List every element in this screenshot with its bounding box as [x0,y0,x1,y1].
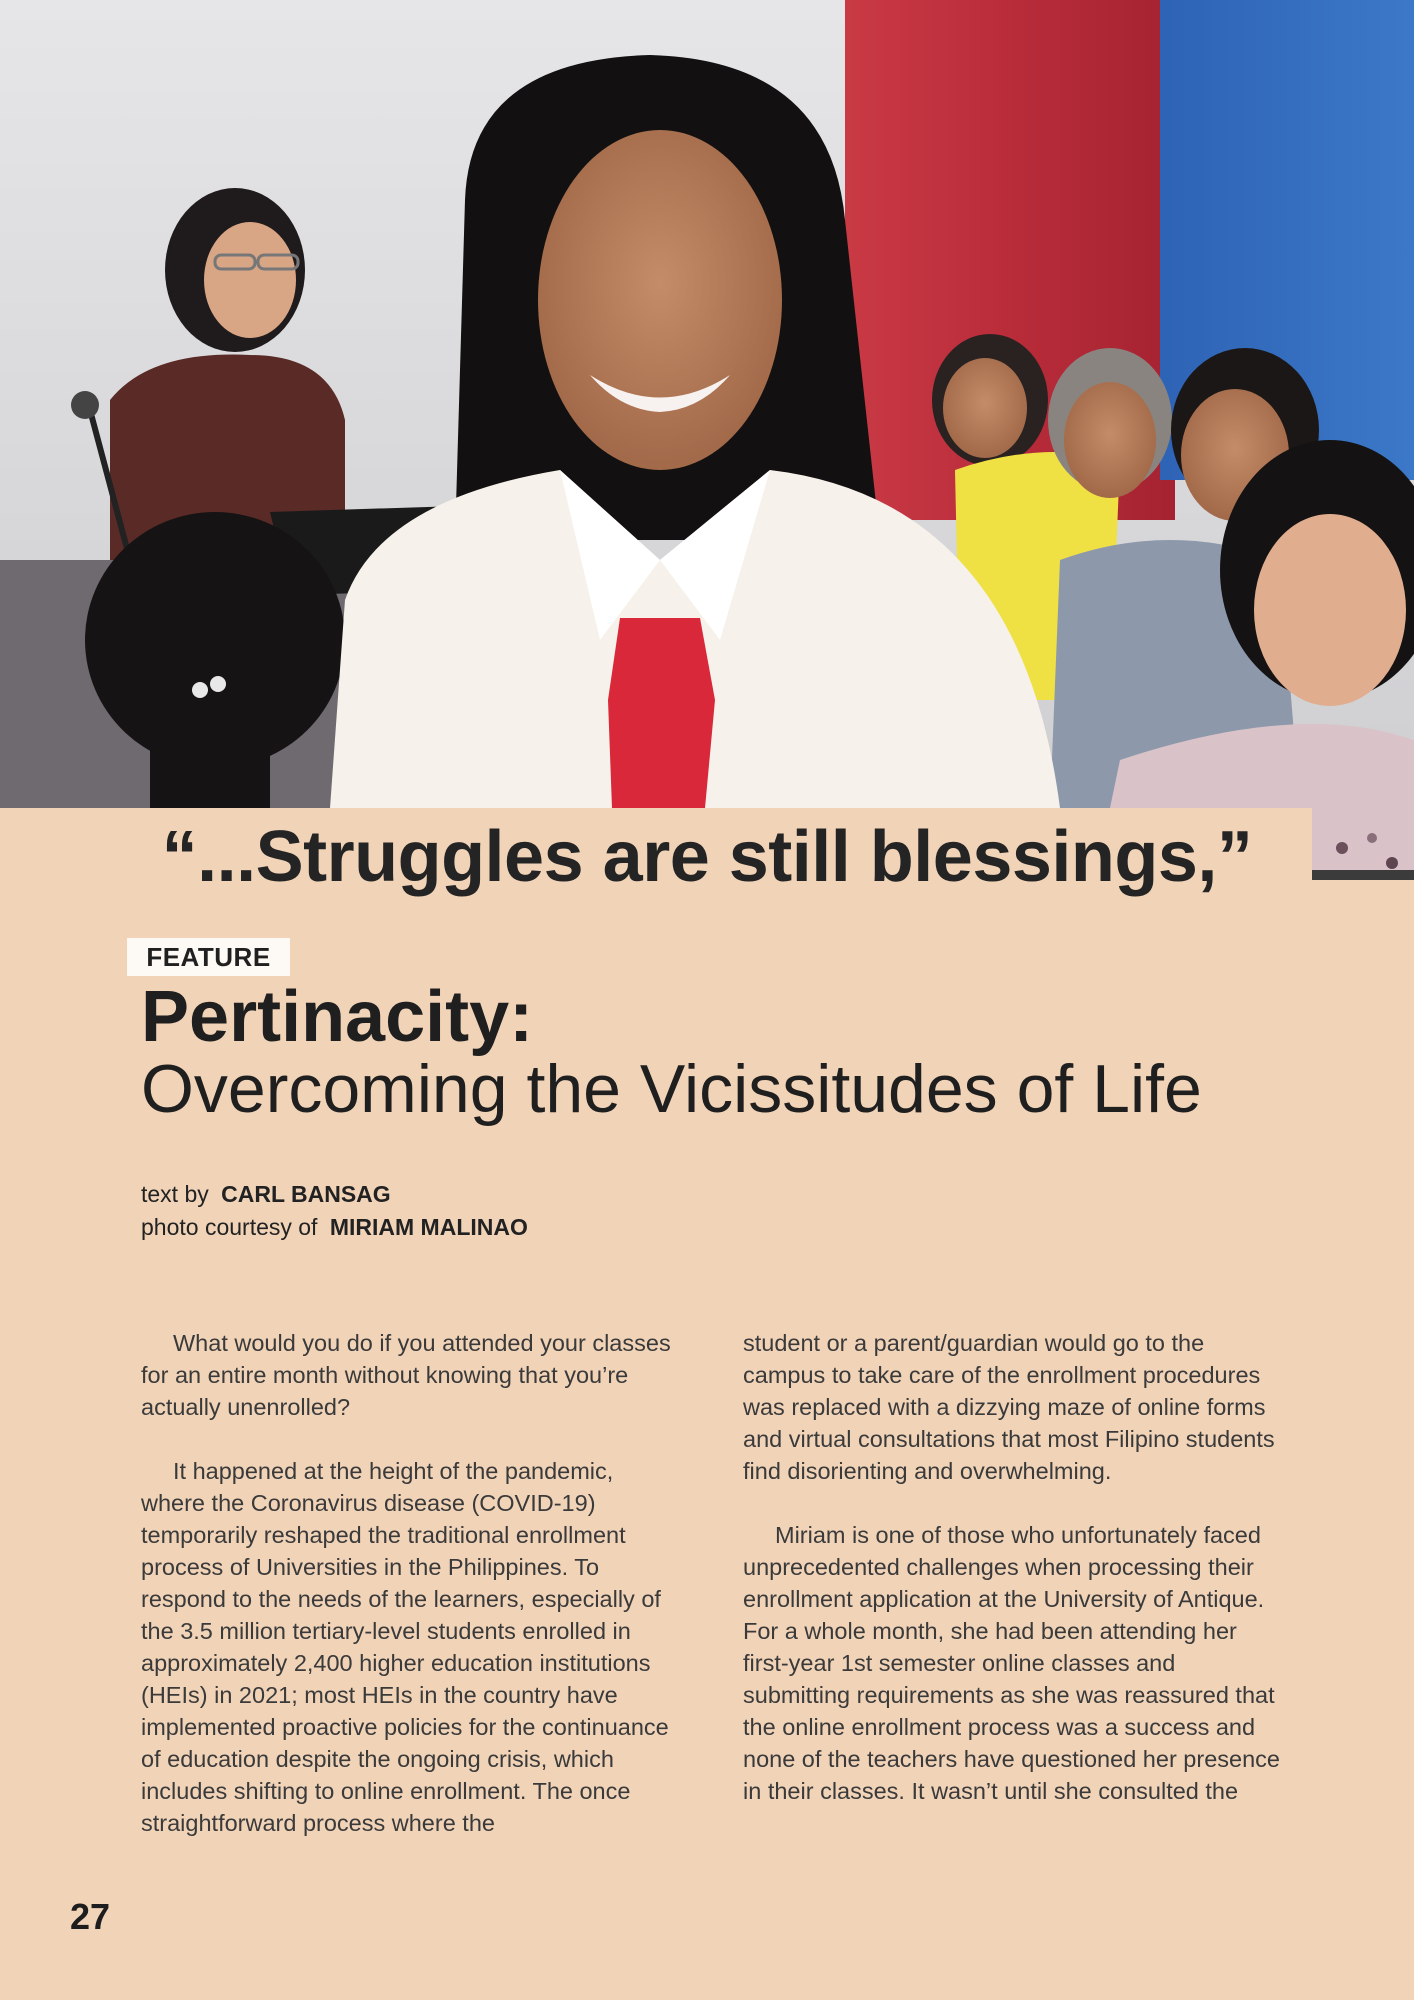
pull-quote: “...Struggles are still blessings,” [161,817,1253,897]
article-headline: Pertinacity: [141,977,534,1057]
body-column-right [743,1327,1283,1839]
body-column-left [141,1327,681,1871]
photo-credit-line [141,1211,528,1244]
article-credits [141,1178,528,1244]
hero-photo-collage [0,0,1414,808]
photo-credit-prefix: photo courtesy of [141,1214,318,1240]
body-paragraph: It happened at the height of the pandemic, where the Coronavirus disease (COVID-19) temporarily reshaped the traditional enrollment process of Universities in the Philippines. To respond to the needs of the learners, especially of the 3.5 million tertiary-level students enrolled in approximately 2,400 higher education institutions (HEIs) in 2021; most HEIs in the country have implemented proactive policies for the continuance of education despite the ongoing crisis, which includes shifting to online enrollment. The once straightforward process where the [141,1458,669,1836]
hero-collage-illustration [0,0,1414,808]
body-paragraph: Miriam is one of those who unfortunately faced unprecedented challenges when processing their enrollment application at the University of Antique. For a whole month, she had been attending her first-year 1st semester online classes and submitting requirements as she was reassured that the online enrollment process was a success and none of the teachers have questioned her presence in their classes. It wasn’t until she consulted the [743,1522,1280,1804]
text-credit-line [141,1178,528,1211]
photo-credit-author: MIRIAM MALINAO [329,1214,528,1240]
body-paragraph: student or a parent/guardian would go to the campus to take care of the enrollment procedures was replaced with a dizzying maze of online forms and virtual consultations that most Filipino students find disorienting and overwhelming. [743,1330,1275,1484]
page-number: 27 [70,1896,111,1937]
text-credit-author: CARL BANSAG [221,1181,391,1207]
section-label-badge: FEATURE [127,938,290,976]
text-credit-prefix: text by [141,1181,209,1207]
article-subheadline: Overcoming the Vicissitudes of Life [141,1051,1202,1127]
body-paragraph: What would you do if you attended your classes for an entire month without knowing that you’re actually unenrolled? [141,1330,671,1420]
